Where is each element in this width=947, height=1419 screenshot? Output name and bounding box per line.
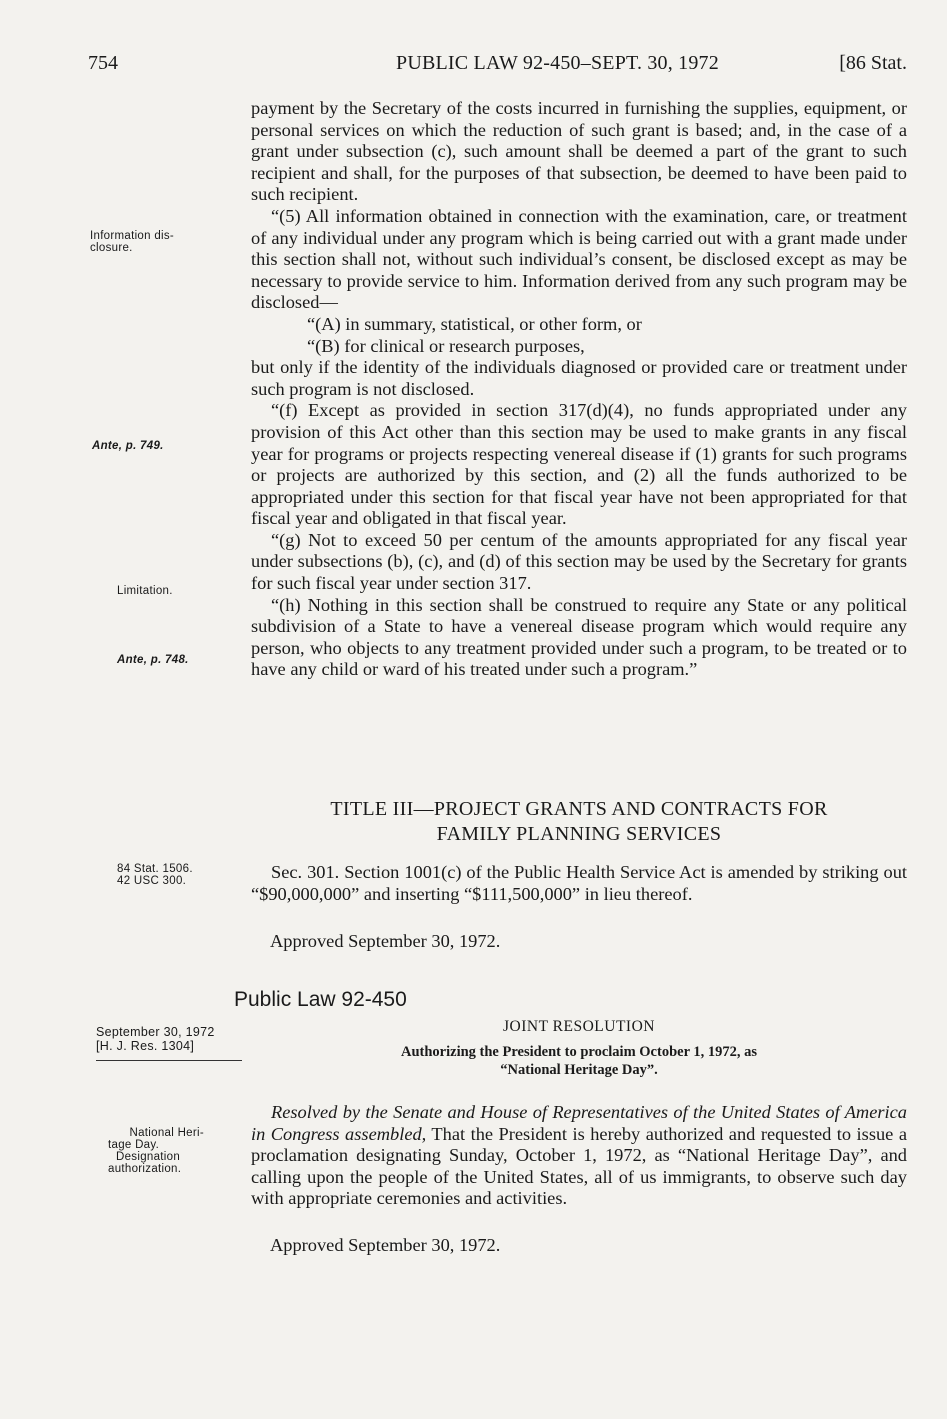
joint-resolution-subtitle <box>251 1043 907 1079</box>
margin-note-line: tage Day. <box>108 1139 160 1151</box>
title-iii-heading <box>251 797 907 847</box>
title-iii-line1: TITLE III—PROJECT GRANTS AND CONTRACTS FOR <box>330 798 828 820</box>
margin-note-information-disclosure <box>90 230 240 254</box>
enacting-clause: Resolved by the Senate and House of Representatives of the United States of America in Congress assembled, <box>251 1102 907 1144</box>
joint-resolution-heading: JOINT RESOLUTION <box>503 1018 655 1035</box>
margin-note-date <box>96 1025 246 1053</box>
running-title: PUBLIC LAW 92-450–SEPT. 30, 1972 <box>396 52 719 74</box>
margin-note-line: Designation <box>116 1151 181 1163</box>
resolution-body: That the President is hereby authorized and requested to issue a proclamation designating Sunday, October 1, 1972, as “National Heritage Day”, and calling upon the people of the United States, all of us immigrants, to observe such day with appropriate ceremonies and activities. <box>251 1123 907 1209</box>
margin-note-statute-reference <box>117 863 267 887</box>
subsection-g: “(g) Not to exceed 50 per centum of the amounts appropriated for any fiscal year under subsections (b), (c), and (d) of this section may be used by the Secretary for grants for such fiscal year under section 317. <box>251 529 907 594</box>
subsection-f: “(f) Except as provided in section 317(d)(4), no funds appropriated under any provision of this Act other than this section may be used to make grants in any fiscal year for programs or projects respecting venereal disease if (1) grants for such programs or projects are authorized by this section, and (2) all the funds authorized to be appropriated under this section for that fiscal year have not been appropriated for that fiscal year and obligated in that fiscal year. <box>251 400 907 529</box>
margin-note-limitation: Limitation. <box>117 585 173 597</box>
margin-note-line: authorization. <box>108 1163 182 1175</box>
page-number: 754 <box>88 52 118 74</box>
paragraph-5: “(5) All information obtained in connection with the examination, care, or treatment of any individual under any program which is being carried out with a grant made under this section shall not, without such individual’s consent, be disclosed except as may be necessary to provide service to him. Information derived from any such program may be disclosed— <box>251 205 907 313</box>
margin-note-line: closure. <box>90 242 133 254</box>
title-iii-line2: FAMILY PLANNING SERVICES <box>436 823 722 845</box>
paragraph-5-tail: but only if the identity of the individuals diagnosed or provided care or treatment under such program is not disclosed. <box>251 357 907 399</box>
margin-note-line: 84 Stat. 1506. <box>117 863 193 875</box>
subsection-h: “(h) Nothing in this section shall be construed to require any State or any political subdivision of a State to have a venereal disease program which would require any person, who objects to any treatment provided under such a program, to be treated or to have any child or ward of his treated under such a program.” <box>251 594 907 680</box>
approval-date-1: Approved September 30, 1972. <box>270 931 501 951</box>
margin-rule <box>96 1060 242 1061</box>
paragraph-continued: payment by the Secretary of the costs incurred in furnishing the supplies, equipment, or personal services on which the reduction of such grant is based; and, in the case of a grant under subsection (c), such amount shall be deemed a part of the grant to such recipient and shall, for the purposes of that subsection, be deemed to have been paid to such recipient. <box>251 98 907 205</box>
statute-volume: [86 Stat. <box>839 52 907 74</box>
margin-note-line: 42 USC 300. <box>117 875 187 887</box>
jr-subtitle-line1: Authorizing the President to proclaim October 1, 1972, as <box>400 1044 758 1060</box>
clause-b: “(B) for clinical or research purposes, <box>307 335 585 356</box>
margin-note-line: Information dis- <box>90 230 175 242</box>
margin-note-ante-749: Ante, p. 749. <box>92 440 164 452</box>
margin-note-national-heritage-day <box>108 1127 204 1175</box>
jr-subtitle-line2: “National Heritage Day”. <box>500 1062 658 1078</box>
margin-note-line: September 30, 1972 <box>96 1025 215 1039</box>
clause-a: “(A) in summary, statistical, or other form, or <box>307 313 642 334</box>
resolution-text <box>251 1102 907 1210</box>
page-header <box>88 52 907 82</box>
margin-note-line: [H. J. Res. 1304] <box>96 1039 195 1053</box>
margin-note-line: National Heri- <box>129 1127 204 1139</box>
approval-date-2: Approved September 30, 1972. <box>270 1235 501 1255</box>
margin-note-ante-748: Ante, p. 748. <box>117 654 189 666</box>
body-text <box>251 98 907 681</box>
section-301: Sec. 301. Section 1001(c) of the Public Health Service Act is amended by striking out “$90,000,000” and inserting “$111,500,000” in lieu thereof. <box>251 862 907 904</box>
public-law-heading: Public Law 92-450 <box>234 988 407 1011</box>
